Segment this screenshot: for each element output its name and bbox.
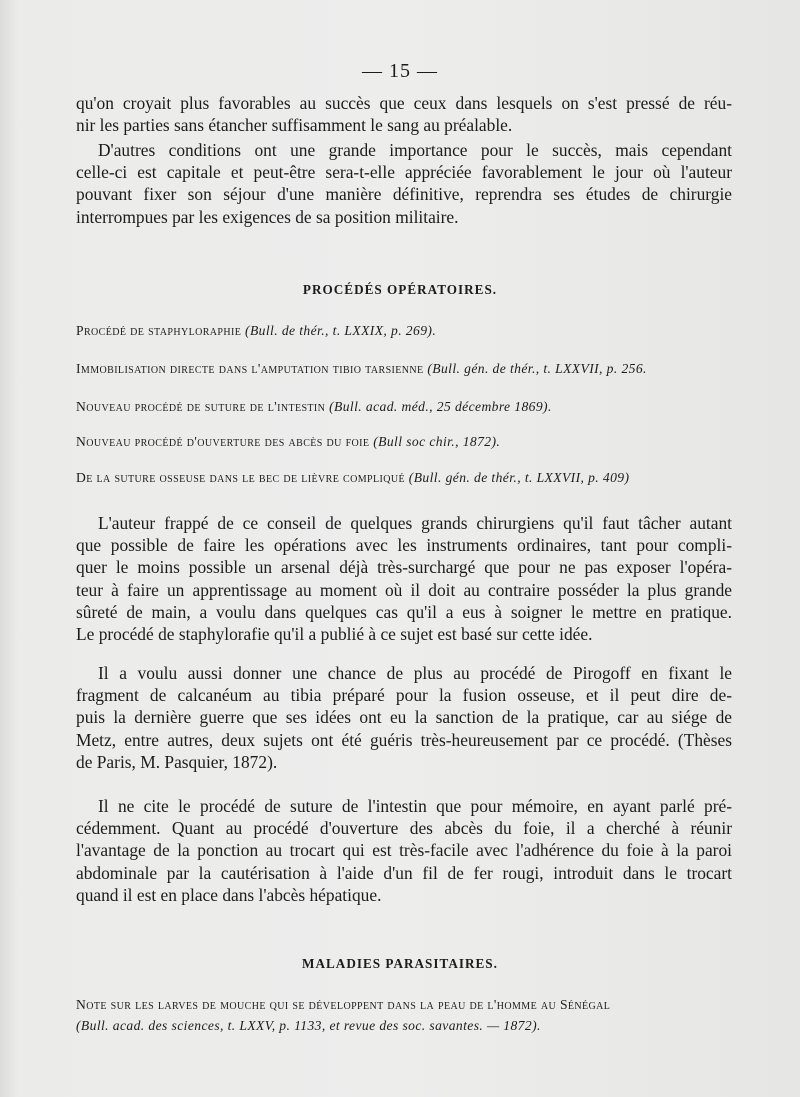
paragraph-auteur xyxy=(76,512,732,645)
paragraph-pirogoff xyxy=(76,662,732,773)
section-heading-maladies: MALADIES PARASITAIRES. xyxy=(302,956,498,971)
reference-source: (Bull. acad. des sciences, t. LXXV, p. 1133, et revue des soc. savantes. — 1872). xyxy=(76,1018,541,1033)
text-line: fragment de calcanéum au tibia préparé pour la fusion osseuse, et il peut dire de- xyxy=(76,685,732,706)
text-line: interrompues par les exigences de sa position militaire. xyxy=(76,206,459,227)
paragraph-suture xyxy=(76,795,732,906)
text-line: qu'on croyait plus favorables au succès que ceux dans lesquels on s'est pressé de réu- xyxy=(76,93,732,113)
reference-title: De la suture osseuse dans le bec de lièvre compliqué xyxy=(76,470,405,485)
text-line: nir les parties sans étancher suffisamment le sang au préalable. xyxy=(76,115,513,136)
paragraph-conditions xyxy=(76,139,732,228)
text-line: Il ne cite le procédé de suture de l'intestin que pour mémoire, en ayant parlé pré- xyxy=(98,796,732,816)
paragraph-intro xyxy=(76,92,732,136)
reference-source: (Bull. acad. méd., 25 décembre 1869). xyxy=(329,399,552,414)
text-line: L'auteur frappé de ce conseil de quelques grands chirurgiens qu'il faut tâcher autant xyxy=(98,513,732,533)
reference-item xyxy=(76,361,647,377)
text-line: Il a voulu aussi donner une chance de plus au procédé de Pirogoff en fixant le xyxy=(98,663,732,683)
text-line: quand il est en place dans l'abcès hépatique. xyxy=(76,884,382,905)
reference-source: (Bull. gén. de thér., t. LXXVII, p. 409) xyxy=(408,470,630,485)
page-number: — 15 — xyxy=(362,60,438,82)
reference-title: Note sur les larves de mouche qui se développent dans la peau de l'homme au Sénégal xyxy=(76,997,611,1012)
reference-title: Nouveau procédé de suture de l'intestin xyxy=(76,399,326,414)
reference-item xyxy=(76,434,500,450)
reference-item xyxy=(76,997,610,1013)
reference-title: Immobilisation directe dans l'amputation tibio tarsienne xyxy=(76,361,424,376)
reference-item xyxy=(76,399,552,415)
text-line: cédemment. Quant au procédé d'ouverture des abcès du foie, il a cherché à réunir xyxy=(76,818,732,839)
reference-source: (Bull soc chir., 1872). xyxy=(373,434,501,449)
reference-source: (Bull. gén. de thér., t. LXXVII, p. 256. xyxy=(427,361,647,376)
text-line: pouvant fixer son séjour d'une manière définitive, reprendra ses études de chirurgie xyxy=(76,184,732,205)
reference-item xyxy=(76,470,629,486)
text-line: abdominale par la cautérisation à l'aide d'un fil de fer rougi, introduit dans le trocart xyxy=(76,862,732,883)
reference-source: (Bull. de thér., t. LXXIX, p. 269). xyxy=(245,323,437,338)
text-line: Metz, entre autres, deux sujets ont été guéris très-heureusement par ce procédé. (Thèses xyxy=(76,729,732,750)
text-line: que possible de faire les opérations avec les instruments ordinaires, tant pour compli- xyxy=(76,535,732,556)
text-line: celle-ci est capitale et peut-être sera-t-elle appréciée favorablement le jour où l'auteur xyxy=(76,162,732,183)
text-line: l'avantage de la ponction au trocart qui est très-facile avec l'adhérence du foie à la paroi xyxy=(76,840,732,861)
reference-title: Procédé de staphyloraphie xyxy=(76,323,242,338)
text-line: teur à faire un apprentissage au moment où il doit au contraire posséder la plus grande xyxy=(76,579,732,600)
reference-item xyxy=(76,323,436,339)
reference-title: Nouveau procédé d'ouverture des abcès du foie xyxy=(76,434,370,449)
text-line: puis la dernière guerre que ses idées ont eu la sanction de la pratique, car au siége de xyxy=(76,707,732,728)
section-heading-procedes: PROCÉDÉS OPÉRATOIRES. xyxy=(302,282,498,297)
text-line: D'autres conditions ont une grande importance pour le succès, mais cependant xyxy=(98,140,732,160)
text-line: de Paris, M. Pasquier, 1872). xyxy=(76,751,278,772)
text-line: sûreté de main, a voulu dans quelques cas qu'il a eus à soigner le mettre en pratique. xyxy=(76,601,732,622)
text-line: quer le moins possible un arsenal déjà très-surchargé que pour ne pas exposer l'opéra- xyxy=(76,557,732,578)
text-line: Le procédé de staphylorafie qu'il a publié à ce sujet est basé sur cette idée. xyxy=(76,623,593,644)
